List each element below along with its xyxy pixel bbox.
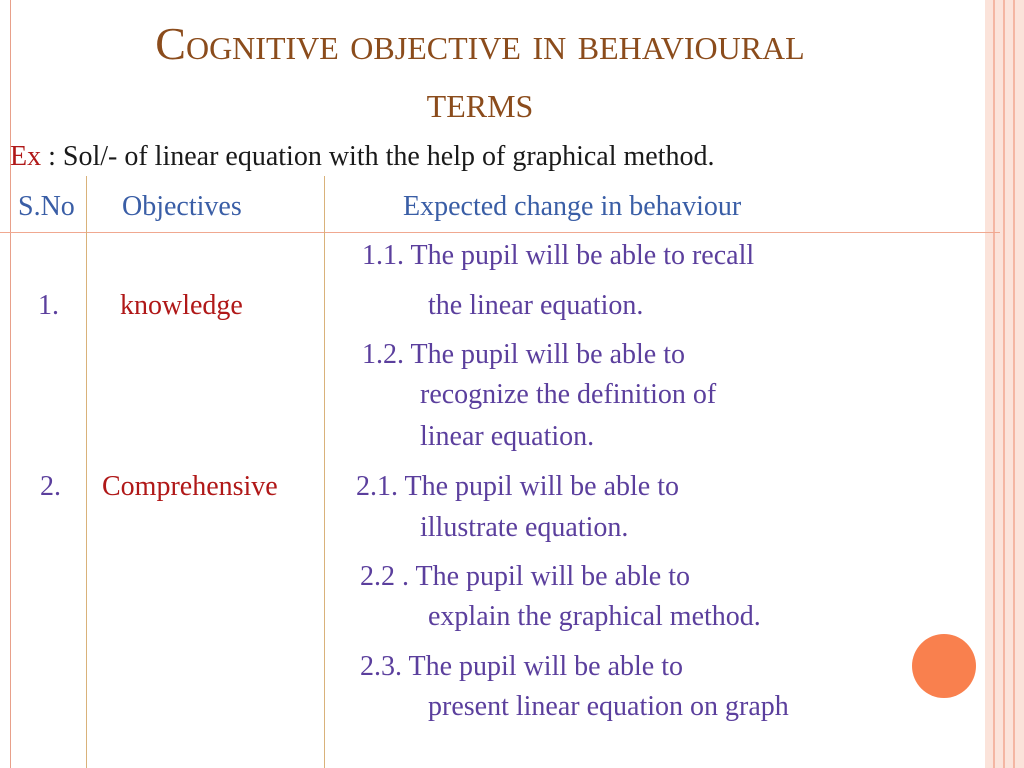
example-text: : Sol/- of linear equation with the help of graphical method.: [41, 141, 715, 172]
row-1-line-5: linear equation.: [420, 421, 595, 452]
row-2-line-1: 2.1. The pupil will be able to: [356, 471, 679, 502]
slide-title-line-2: terms: [426, 76, 534, 127]
row-1-objective: knowledge: [120, 290, 243, 321]
header-divider-line: [0, 232, 1000, 233]
right-decor-stripe: [993, 0, 995, 768]
row-1-line-2: the linear equation.: [428, 290, 644, 321]
row-2-sno: 2.: [40, 471, 61, 502]
column-divider-sno: [86, 176, 87, 768]
right-decor-stripe: [1013, 0, 1015, 768]
header-objectives: Objectives: [122, 191, 242, 222]
right-decor-stripe: [1003, 0, 1005, 768]
row-2-objective: Comprehensive: [102, 471, 278, 502]
row-1-line-1: 1.1. The pupil will be able to recall: [362, 240, 755, 271]
example-label: Ex: [10, 141, 42, 172]
row-1-line-4: recognize the definition of: [420, 379, 717, 410]
column-divider-objectives: [324, 176, 325, 768]
left-border-line: [10, 0, 11, 768]
row-2-line-4: explain the graphical method.: [428, 601, 761, 632]
decor-circle: [912, 634, 976, 698]
row-1-line-3: 1.2. The pupil will be able to: [362, 339, 685, 370]
row-2-line-3: 2.2 . The pupil will be able to: [360, 561, 690, 592]
header-sno: S.No: [18, 191, 75, 222]
slide-title-line-1: Cognitive objective in behavioural: [155, 18, 805, 69]
row-2-line-5: 2.3. The pupil will be able to: [360, 651, 683, 682]
row-2-line-2: illustrate equation.: [420, 512, 629, 543]
example-line: [10, 140, 715, 174]
row-1-sno: 1.: [38, 290, 59, 321]
header-expected-change: Expected change in behaviour: [403, 191, 742, 222]
row-2-line-6: present linear equation on graph: [428, 691, 789, 722]
